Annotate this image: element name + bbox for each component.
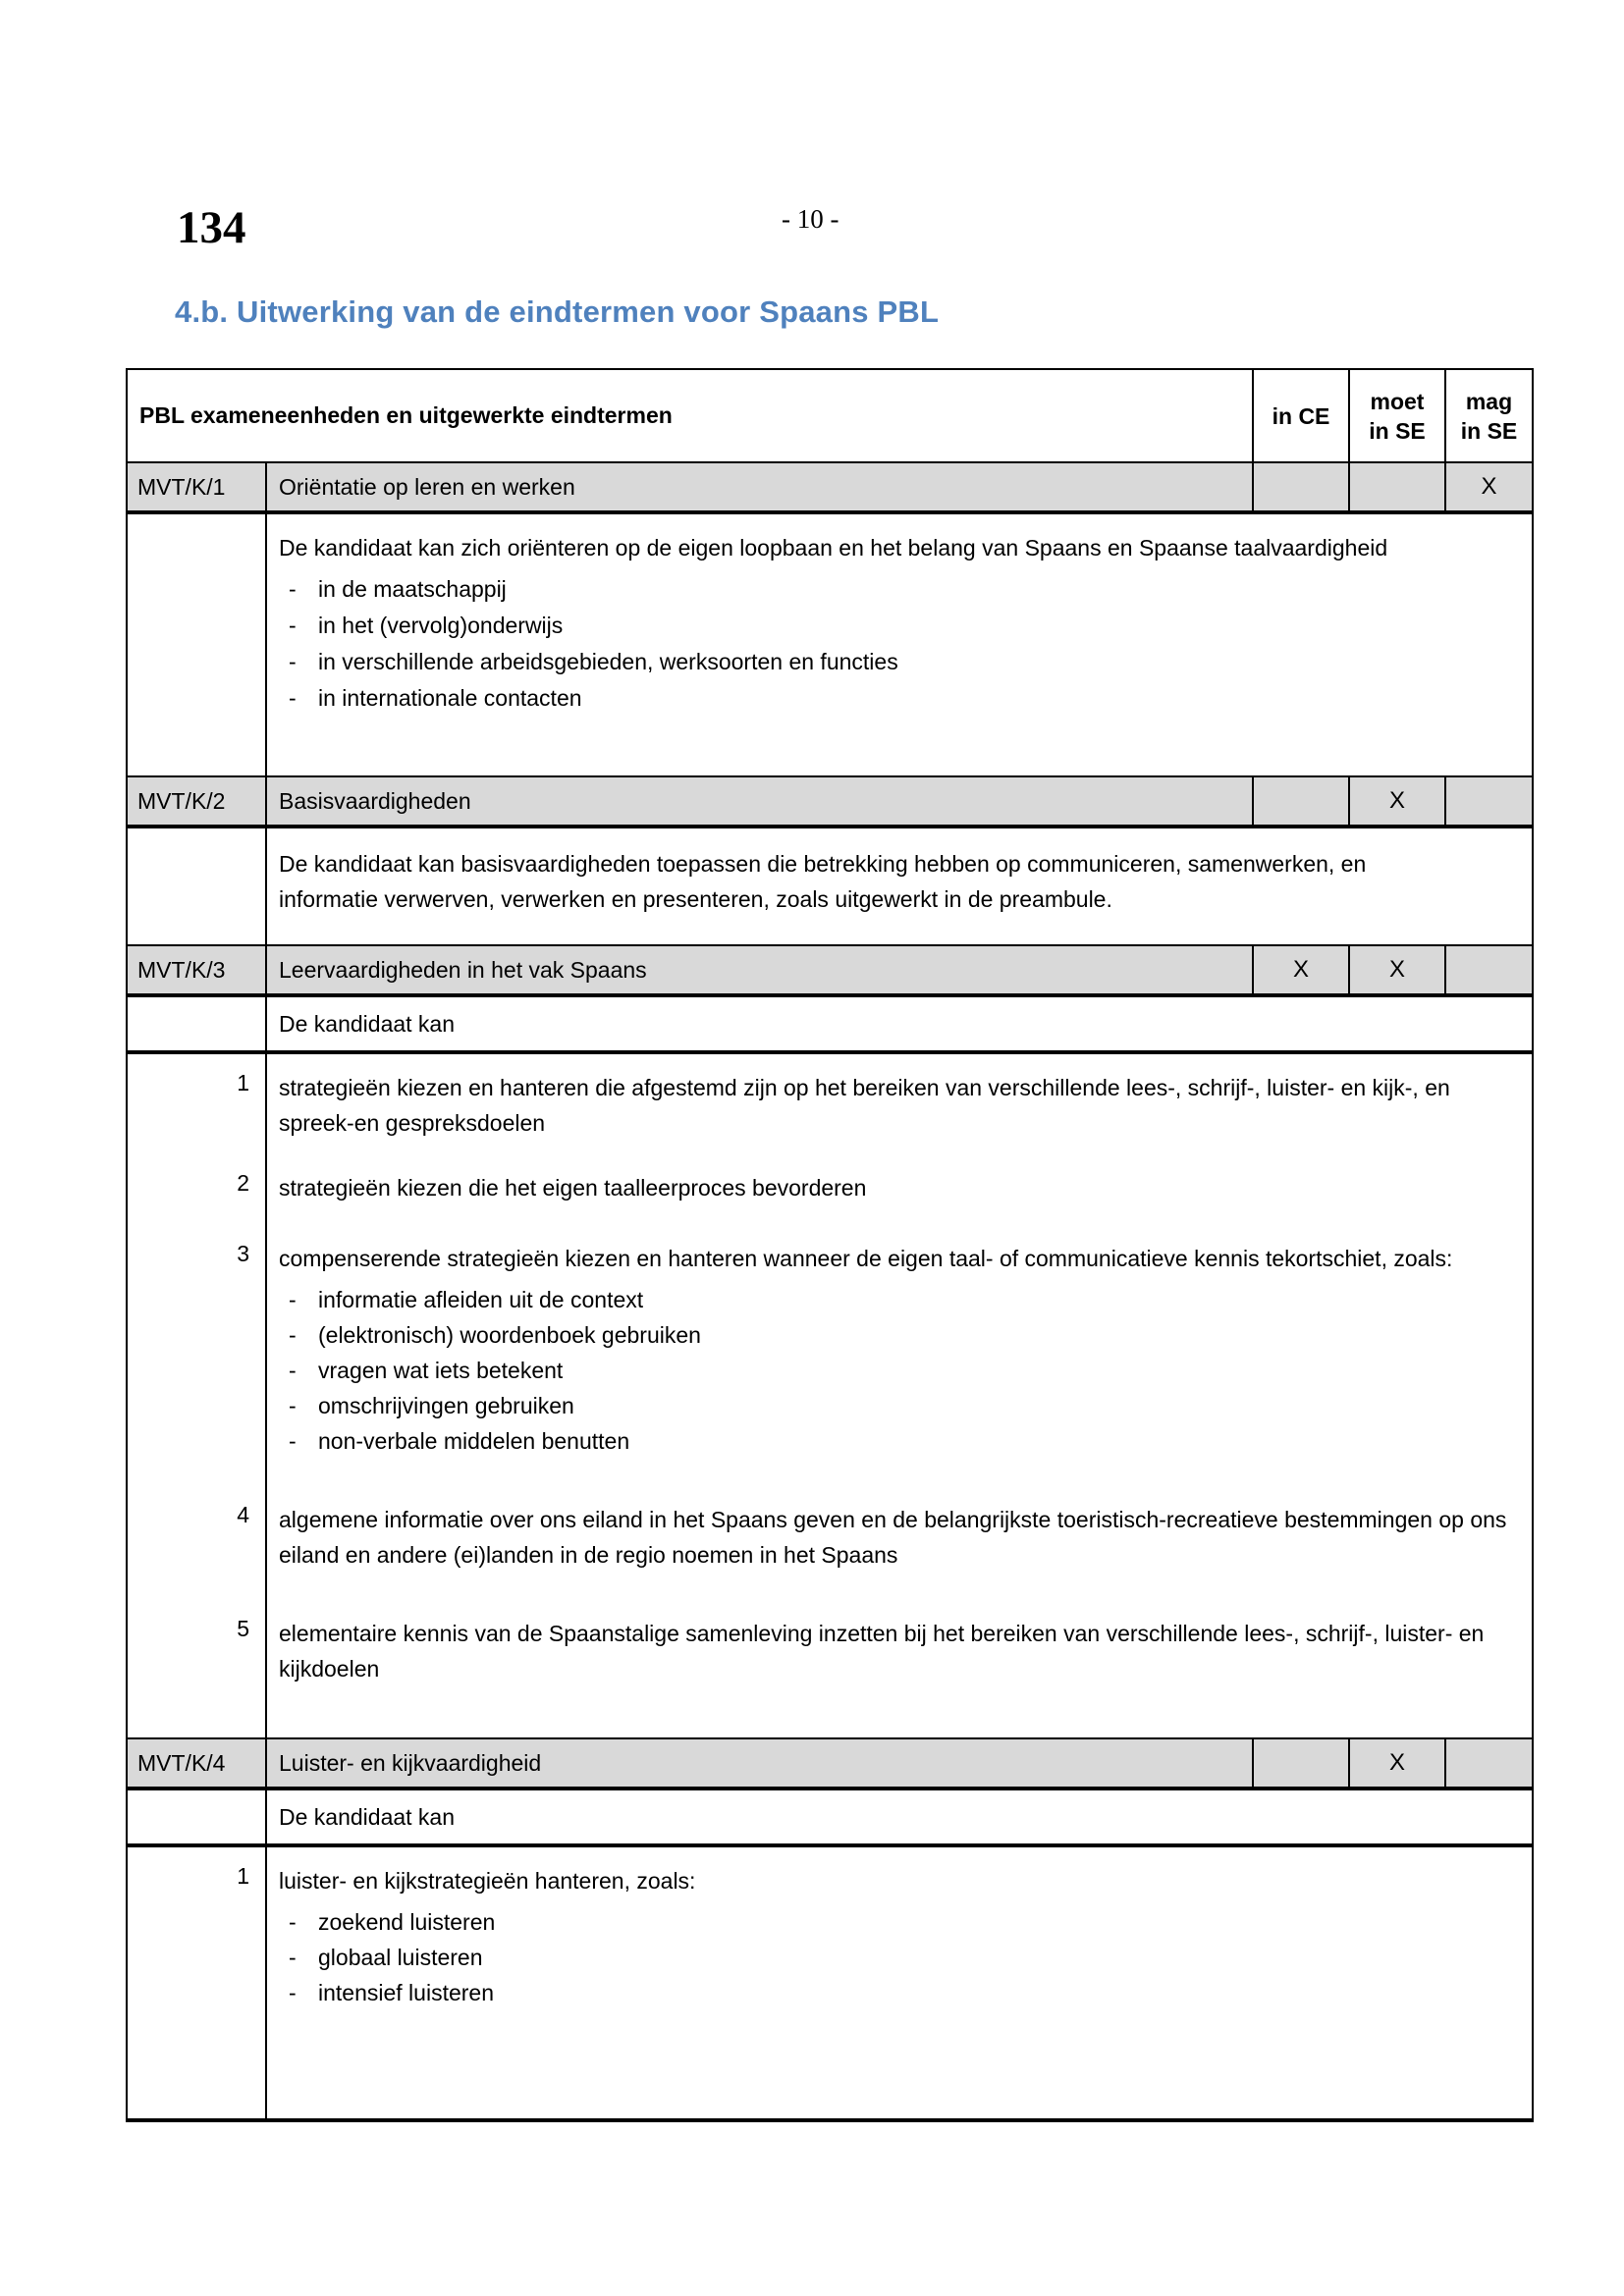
mark-mag-in-se bbox=[1444, 1739, 1532, 1787]
body-row bbox=[128, 997, 1532, 1050]
section-code: MVT/K/2 bbox=[137, 787, 226, 814]
list-item-text: (elektronisch) woordenboek gebruiken bbox=[318, 1322, 701, 1348]
mark-moet-in-se: X bbox=[1348, 777, 1444, 825]
intro-row-mvtk3 bbox=[128, 997, 1532, 1054]
list-item-text: intensief luisteren bbox=[318, 1980, 494, 2005]
dash-marker: - bbox=[289, 685, 297, 711]
header-mag-line2: in SE bbox=[1460, 417, 1518, 444]
page-stamp: 134 bbox=[177, 202, 246, 253]
dash-marker: - bbox=[289, 1358, 297, 1383]
section-row-mvtk2 bbox=[128, 777, 1532, 828]
section-body-mvtk1 bbox=[128, 514, 1532, 777]
list-item bbox=[279, 644, 1508, 680]
item-number: 1 bbox=[237, 1070, 249, 1095]
list-item-text: in internationale contacten bbox=[318, 685, 582, 711]
list-item bbox=[279, 1282, 1508, 1317]
header-main-column: PBL exameneenheden en uitgewerkte eindtermen bbox=[139, 402, 673, 428]
mark-in-ce bbox=[1252, 1739, 1348, 1787]
section-body-mvtk2 bbox=[128, 828, 1532, 946]
list-item-text: globaal luisteren bbox=[318, 1945, 483, 1970]
table-header-row bbox=[128, 370, 1532, 463]
item-number: 2 bbox=[237, 1170, 249, 1196]
list-item bbox=[279, 571, 1508, 608]
mark-mag-in-se bbox=[1444, 777, 1532, 825]
list-item bbox=[279, 1317, 1508, 1353]
column-divider bbox=[265, 997, 267, 1050]
dash-marker: - bbox=[289, 1945, 297, 1970]
item-number: 1 bbox=[237, 1863, 249, 1889]
mark-in-ce: X bbox=[1252, 946, 1348, 993]
body-row bbox=[128, 1790, 1532, 1843]
section-code: MVT/K/1 bbox=[137, 473, 226, 500]
numbered-item bbox=[128, 1205, 1532, 1459]
column-divider bbox=[265, 1054, 267, 1737]
mark-moet-in-se: X bbox=[1348, 946, 1444, 993]
item-text: luister- en kijkstrategieën hanteren, zoals: bbox=[279, 1868, 696, 1894]
items-block-mvtk4 bbox=[128, 1847, 1532, 2118]
column-divider bbox=[265, 1790, 267, 1843]
section-title: Basisvaardigheden bbox=[265, 777, 1252, 825]
list-item-text: non-verbale middelen benutten bbox=[318, 1428, 630, 1454]
item-number: 3 bbox=[237, 1241, 249, 1266]
column-divider bbox=[265, 1847, 267, 2118]
section-code: MVT/K/4 bbox=[137, 1749, 226, 1776]
numbered-item bbox=[128, 1573, 1532, 1686]
section-row-mvtk3 bbox=[128, 946, 1532, 997]
numbered-item bbox=[128, 1847, 1532, 2010]
list-item-text: in verschillende arbeidsgebieden, werksoorten en functies bbox=[318, 649, 898, 674]
list-item bbox=[279, 1975, 1508, 2010]
page-number: - 10 - bbox=[782, 204, 839, 234]
bullet-list bbox=[279, 1904, 1508, 2010]
body-row bbox=[128, 828, 1532, 917]
item-number: 5 bbox=[237, 1616, 249, 1641]
bullet-list bbox=[279, 571, 1508, 717]
mark-mag-in-se: X bbox=[1444, 463, 1532, 510]
eindterm-paragraph: De kandidaat kan basisvaardigheden toepassen die betrekking hebben op communiceren, samenwerken, en informatie verwerven, verwerken en presenteren, zoals uitgewerkt in de preambule. bbox=[279, 851, 1367, 912]
intro-text: De kandidaat kan bbox=[279, 1011, 456, 1037]
eindtermen-table bbox=[126, 368, 1534, 2122]
header-moet-line2: in SE bbox=[1369, 417, 1426, 444]
item-text: strategieën kiezen en hanteren die afgestemd zijn op het bereiken van verschillende lees-, schrijf-, luister- en kijk-, en spreek-en gespreksdoelen bbox=[279, 1075, 1450, 1136]
section-row-mvtk1 bbox=[128, 463, 1532, 514]
mark-moet-in-se: X bbox=[1348, 1739, 1444, 1787]
header-in-ce-label: in CE bbox=[1272, 402, 1330, 429]
list-item bbox=[279, 1423, 1508, 1459]
item-text: compenserende strategieën kiezen en hanteren wanneer de eigen taal- of communicatieve kennis tekortschiet, zoals: bbox=[279, 1246, 1453, 1271]
section-heading: 4.b. Uitwerking van de eindtermen voor Spaans PBL bbox=[175, 294, 940, 329]
column-divider bbox=[265, 828, 267, 944]
list-item bbox=[279, 608, 1508, 644]
header-in-ce bbox=[1252, 370, 1348, 461]
list-item-text: omschrijvingen gebruiken bbox=[318, 1393, 574, 1418]
dash-marker: - bbox=[289, 1980, 297, 2005]
section-title: Leervaardigheden in het vak Spaans bbox=[265, 946, 1252, 993]
section-title: Oriëntatie op leren en werken bbox=[265, 463, 1252, 510]
item-text: algemene informatie over ons eiland in het Spaans geven en de belangrijkste toeristisch-recreatieve bestemmingen op ons eiland en andere (ei)landen in de regio noemen in het Spaans bbox=[279, 1507, 1507, 1568]
numbered-item bbox=[128, 1054, 1532, 1141]
list-item-text: zoekend luisteren bbox=[318, 1909, 496, 1935]
list-item bbox=[279, 680, 1508, 717]
dash-marker: - bbox=[289, 1909, 297, 1935]
list-item-text: informatie afleiden uit de context bbox=[318, 1287, 644, 1312]
list-item bbox=[279, 1940, 1508, 1975]
dash-marker: - bbox=[289, 649, 297, 674]
list-item bbox=[279, 1388, 1508, 1423]
body-row bbox=[128, 514, 1532, 717]
mark-in-ce bbox=[1252, 463, 1348, 510]
item-number: 4 bbox=[237, 1502, 249, 1527]
dash-marker: - bbox=[289, 1287, 297, 1312]
column-divider bbox=[265, 514, 267, 775]
dash-marker: - bbox=[289, 576, 297, 602]
list-item bbox=[279, 1353, 1508, 1388]
intro-row-mvtk4 bbox=[128, 1790, 1532, 1847]
mark-mag-in-se bbox=[1444, 946, 1532, 993]
section-row-mvtk4 bbox=[128, 1739, 1532, 1790]
numbered-item bbox=[128, 1459, 1532, 1573]
dash-marker: - bbox=[289, 1393, 297, 1418]
header-moet-in-se bbox=[1348, 370, 1444, 461]
item-text: strategieën kiezen die het eigen taalleerproces bevorderen bbox=[279, 1175, 867, 1201]
eindterm-paragraph: De kandidaat kan zich oriënteren op de eigen loopbaan en het belang van Spaans en Spaanse taalvaardigheid bbox=[279, 535, 1388, 561]
dash-marker: - bbox=[289, 1428, 297, 1454]
section-title: Luister- en kijkvaardigheid bbox=[265, 1739, 1252, 1787]
intro-text: De kandidaat kan bbox=[279, 1804, 456, 1830]
dash-marker: - bbox=[289, 613, 297, 638]
dash-marker: - bbox=[289, 1322, 297, 1348]
list-item bbox=[279, 1904, 1508, 1940]
list-item-text: vragen wat iets betekent bbox=[318, 1358, 564, 1383]
item-text: elementaire kennis van de Spaanstalige samenleving inzetten bij het bereiken van verschillende lees-, schrijf-, luister- en kijkdoelen bbox=[279, 1621, 1485, 1682]
section-code: MVT/K/3 bbox=[137, 956, 226, 983]
mark-moet-in-se bbox=[1348, 463, 1444, 510]
header-mag-in-se bbox=[1444, 370, 1532, 461]
mark-in-ce bbox=[1252, 777, 1348, 825]
list-item-text: in het (vervolg)onderwijs bbox=[318, 613, 564, 638]
items-block-mvtk3 bbox=[128, 1054, 1532, 1739]
numbered-item bbox=[128, 1141, 1532, 1205]
header-mag-line1: mag bbox=[1465, 388, 1513, 414]
bullet-list bbox=[279, 1282, 1508, 1459]
header-moet-line1: moet bbox=[1370, 388, 1425, 414]
list-item-text: in de maatschappij bbox=[318, 576, 507, 602]
